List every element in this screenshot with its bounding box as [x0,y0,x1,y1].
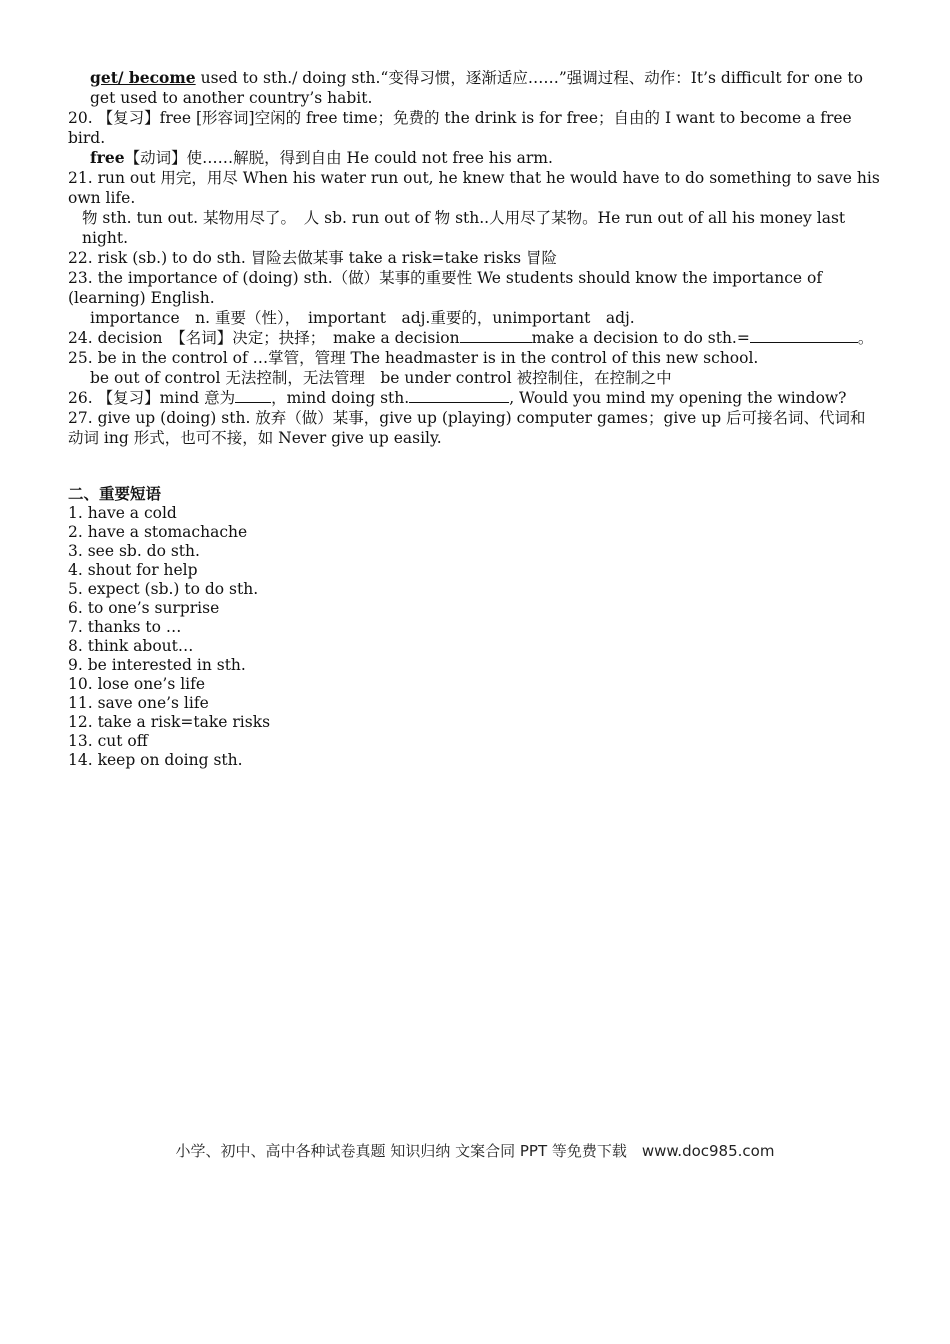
phrase-item: 14. keep on doing sth. [68,751,243,769]
phrase-item: 10. lose one’s life [68,675,206,693]
item-23: 23. the importance of (doing) sth.（做）某事的重要性 We students should know the importance of (learning) English. [68,269,823,307]
item-text: used to sth./ doing sth.“变得习惯，逐渐适应……”强调过程、动作：It’s difficult for one to get used to another country’s habit. [90,69,863,107]
section-title: 二、重要短语 [68,484,162,503]
item-text: 。 [857,329,874,347]
item-19-continued [68,68,880,108]
phrase-item: 1. have a cold [68,504,177,522]
phrase-list [68,504,880,770]
item-text: make a decision to do sth.= [531,329,750,347]
fill-blank[interactable] [235,388,271,403]
spacer [68,448,880,484]
phrase-item: 13. cut off [68,732,148,750]
item-text: 【动词】使……解脱，得到自由 He could not free his arm. [124,149,553,167]
fill-blank[interactable] [409,388,509,403]
phrase-item: 3. see sb. do sth. [68,542,200,560]
phrase-item: 9. be interested in sth. [68,656,246,674]
item-text: 26. 【复习】mind 意为 [68,389,236,407]
item-21-note: 物 sth. tun out. 某物用尽了。 人 sb. run out of 物 sth..人用尽了某物。He run out of all his money last night. [82,209,846,247]
phrase-item: 11. save one’s life [68,694,209,712]
footer-text: 小学、初中、高中各种试卷真题 知识归纳 文案合同 PPT 等免费下载 www.doc985.com [175,1142,775,1160]
phrase-item: 5. expect (sb.) to do sth. [68,580,259,598]
key-phrase: get/ become [90,68,196,87]
item-text: 24. decision 【名词】决定；抉择； make a decision [68,329,460,347]
item-text: , Would you mind my opening the window? [509,389,847,407]
item-22: 22. risk (sb.) to do sth. 冒险去做某事 take a risk=take risks 冒险 [68,249,558,267]
phrase-item: 12. take a risk=take risks [68,713,271,731]
item-20: 20. 【复习】free [形容词]空闲的 free time；免费的 the drink is for free；自由的 I want to become a free bird. [68,109,852,147]
item-27: 27. give up (doing) sth. 放弃（做）某事，give up (playing) computer games；give up 后可接名词、代词和动词 ing 形式，也可不接，如 Never give up easily. [68,409,866,447]
item-21: 21. run out 用完，用尽 When his water run out, he knew that he would have to do something to save his own life. [68,169,880,207]
item-20-verb [68,148,880,168]
document-page [68,68,880,770]
item-26 [68,388,880,408]
item-25-note: be out of control 无法控制，无法管理 be under control 被控制住，在控制之中 [90,369,672,387]
item-23-note: importance n. 重要（性）， important adj.重要的，unimportant adj. [90,309,635,327]
item-25: 25. be in the control of …掌管，管理 The headmaster is in the control of this new school. [68,349,759,367]
item-24 [68,328,880,348]
phrase-item: 7. thanks to … [68,618,182,636]
key-word: free [90,148,125,167]
phrase-item: 6. to one’s surprise [68,599,220,617]
phrase-item: 4. shout for help [68,561,198,579]
fill-blank[interactable] [750,328,858,343]
phrase-item: 8. think about… [68,637,194,655]
phrase-item: 2. have a stomachache [68,523,248,541]
fill-blank[interactable] [460,328,532,343]
item-text: ，mind doing sth. [271,389,410,407]
